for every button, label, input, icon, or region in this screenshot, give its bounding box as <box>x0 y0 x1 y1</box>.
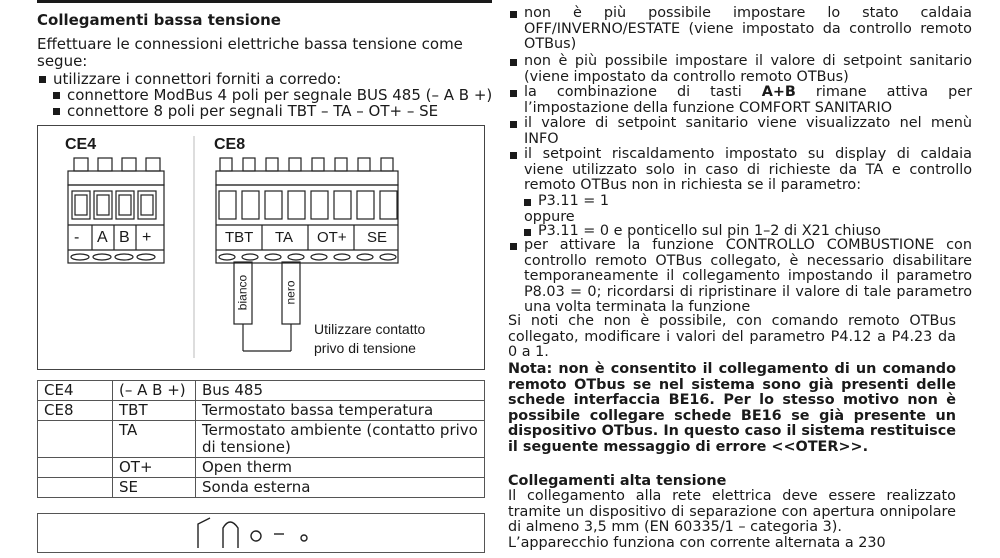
combo-post: rimane attiva per l’impostazione della funzione COMFORT SANITARIO <box>524 84 973 116</box>
table-row <box>38 458 485 478</box>
param-p3-0: P3.11 = 0 e ponticello sul pin 1–2 di X21 chiuso <box>508 224 881 240</box>
ce8-pin-ot: OT+ <box>317 229 347 246</box>
note-line-1: Utilizzare contatto <box>314 321 426 337</box>
table-cell: CE8 <box>38 401 113 421</box>
item-combo <box>508 85 972 116</box>
table-cell: (– A B +) <box>113 381 196 401</box>
table-cell: Open therm <box>196 458 485 478</box>
next-figure-drawing <box>38 514 484 554</box>
wire-label-nero: nero <box>283 280 298 305</box>
item-setpoint: non è più possibile impostare il valore di setpoint sanitario (viene impostato da controllo remoto OTBus) <box>508 54 972 85</box>
table-row <box>38 421 485 458</box>
item-risc: il setpoint riscaldamento impostato su display di caldaia viene utilizzato solo in caso di richieste da TA e controllo remoto OTBus non in richiesta se il parametro: <box>508 147 972 194</box>
oppure: oppure <box>524 209 575 225</box>
table-cell <box>38 478 113 498</box>
ce8-label: CE8 <box>214 136 246 153</box>
alta-cut: L’apparecchio funziona con corrente alternata a 230 <box>508 535 886 551</box>
table-cell <box>38 458 113 478</box>
param-p3-1: P3.11 = 1 <box>508 194 609 210</box>
next-figure-box <box>37 513 485 553</box>
table-cell <box>38 421 113 458</box>
table-cell: Termostato bassa temperatura <box>196 401 485 421</box>
table-cell: TBT <box>113 401 196 421</box>
intro-text: Effettuare le connessioni elettriche bassa tensione come segue: <box>37 35 463 70</box>
combo-pre: la combinazione di tasti <box>524 84 762 100</box>
nota-otbus: Nota: non è consentito il collegamento di un comando remoto OTbus se nel sistema sono già presenti delle schede interfaccia BE16. Per lo stesso motivo non è possibile collegare schede BE16 se già presente un dispositivo OTbus. In questo caso il sistema restituisce il seguente messaggio di errore <<OTER>>. <box>508 361 956 455</box>
ce8-pin-tbt: TBT <box>225 229 254 246</box>
sub-bullet-modbus: connettore ModBus 4 poli per segnale BUS 485 (– A B +) <box>37 87 529 104</box>
alta-text: Il collegamento alla rete elettrica deve essere realizzato tramite un dispositivo di separazione con apertura onnipolare di almeno 3,5 mm (EN 60335/1 – categoria 3). <box>508 488 956 536</box>
table-cell: Bus 485 <box>196 381 485 401</box>
table-row <box>38 401 485 421</box>
table-cell: SE <box>113 478 196 498</box>
table-cell: Termostato ambiente (contatto privo di tensione) <box>196 421 485 458</box>
legend-table <box>37 380 485 498</box>
ce4-pin-b: B <box>119 229 130 246</box>
ce8-pin-se: SE <box>367 229 388 246</box>
item-combustione: per attivare la funzione CONTROLLO COMBUSTIONE con controllo remoto OTBus collegato, è necessario disabilitare temporaneamente il collegamento impostando il parametro P8.03 = 0; ricordarsi di ripristinare il valore di tale parametro una volta terminata la funzione <box>508 238 972 316</box>
sub-bullet-8pin: connettore 8 poli per segnali TBT – TA – OT+ – SE <box>37 103 529 120</box>
ce4-pin-plus: + <box>142 229 152 246</box>
bullet-connectors: utilizzare i connettori forniti a corredo: <box>37 71 493 88</box>
table-cell: CE4 <box>38 381 113 401</box>
ce4-label: CE4 <box>65 136 97 153</box>
item-stato: non è più possibile impostare lo stato caldaia OFF/INVERNO/ESTATE (viene impostato da controllo remoto OTBus) <box>508 6 972 53</box>
heading-high-voltage: Collegamenti alta tensione <box>508 473 727 489</box>
table-cell: OT+ <box>113 458 196 478</box>
item-info: il valore di setpoint sanitario viene visualizzato nel menù INFO <box>508 116 972 147</box>
section-rule <box>37 0 492 3</box>
table-row <box>38 478 485 498</box>
ce8-pin-ta: TA <box>275 229 294 246</box>
ce4-pin-minus: - <box>74 229 80 246</box>
wiring-diagram <box>37 125 485 370</box>
table-cell: Sonda esterna <box>196 478 485 498</box>
combo-bold: A+B <box>761 84 796 100</box>
heading-low-voltage: Collegamenti bassa tensione <box>37 11 281 29</box>
table-cell: TA <box>113 421 196 458</box>
note-line-2: privo di tensione <box>314 340 416 356</box>
notice-p4: Si noti che non è possibile, con comando remoto OTBus collegato, modificare i valori del parametro P4.12 a P4.23 da 0 a 1. <box>508 313 956 361</box>
ce4-pin-a: A <box>97 229 108 246</box>
table-row <box>38 381 485 401</box>
wire-label-bianco: bianco <box>235 274 250 311</box>
